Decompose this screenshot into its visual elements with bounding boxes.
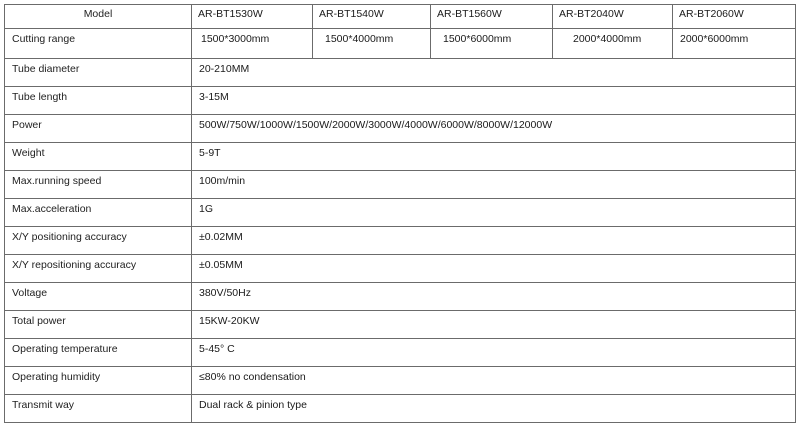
table-row [5,115,796,143]
cutting-range-row [5,29,796,59]
table-row [5,199,796,227]
model-label: Model [5,5,192,29]
table-row [5,143,796,171]
table-row [5,87,796,115]
table-row [5,339,796,367]
table-row [5,171,796,199]
row-label: Max.running speed [5,171,192,199]
row-label: X/Y repositioning accuracy [5,255,192,283]
row-value: 5-45° C [192,339,796,367]
cutting-range-value: 2000*4000mm [553,29,673,59]
table-row [5,59,796,87]
row-label: Voltage [5,283,192,311]
cutting-range-value: 1500*4000mm [313,29,431,59]
row-value: Dual rack & pinion type [192,395,796,423]
row-label: Operating humidity [5,367,192,395]
table-row [5,311,796,339]
spec-table [4,4,796,423]
row-label: Tube diameter [5,59,192,87]
row-value: 100m/min [192,171,796,199]
row-label: Max.acceleration [5,199,192,227]
cutting-range-value: 2000*6000mm [673,29,796,59]
table-row [5,367,796,395]
row-label: Tube length [5,87,192,115]
row-value: 15KW-20KW [192,311,796,339]
row-value: ±0.02MM [192,227,796,255]
row-label: Weight [5,143,192,171]
row-value: ±0.05MM [192,255,796,283]
cutting-range-value: 1500*3000mm [192,29,313,59]
table-row [5,395,796,423]
row-value: 20-210MM [192,59,796,87]
table-row [5,255,796,283]
row-label: Power [5,115,192,143]
model-name: AR-BT1530W [192,5,313,29]
cutting-range-value: 1500*6000mm [431,29,553,59]
row-value: 1G [192,199,796,227]
row-value: 500W/750W/1000W/1500W/2000W/3000W/4000W/6000W/8000W/12000W [192,115,796,143]
model-name: AR-BT2040W [553,5,673,29]
table-row [5,283,796,311]
row-label: X/Y positioning accuracy [5,227,192,255]
header-row [5,5,796,29]
row-value: 3-15M [192,87,796,115]
row-value: 380V/50Hz [192,283,796,311]
model-name: AR-BT2060W [673,5,796,29]
table-row [5,227,796,255]
row-label: Cutting range [5,29,192,59]
model-name: AR-BT1540W [313,5,431,29]
row-label: Operating temperature [5,339,192,367]
row-value: ≤80% no condensation [192,367,796,395]
model-name: AR-BT1560W [431,5,553,29]
row-label: Transmit way [5,395,192,423]
row-label: Total power [5,311,192,339]
row-value: 5-9T [192,143,796,171]
